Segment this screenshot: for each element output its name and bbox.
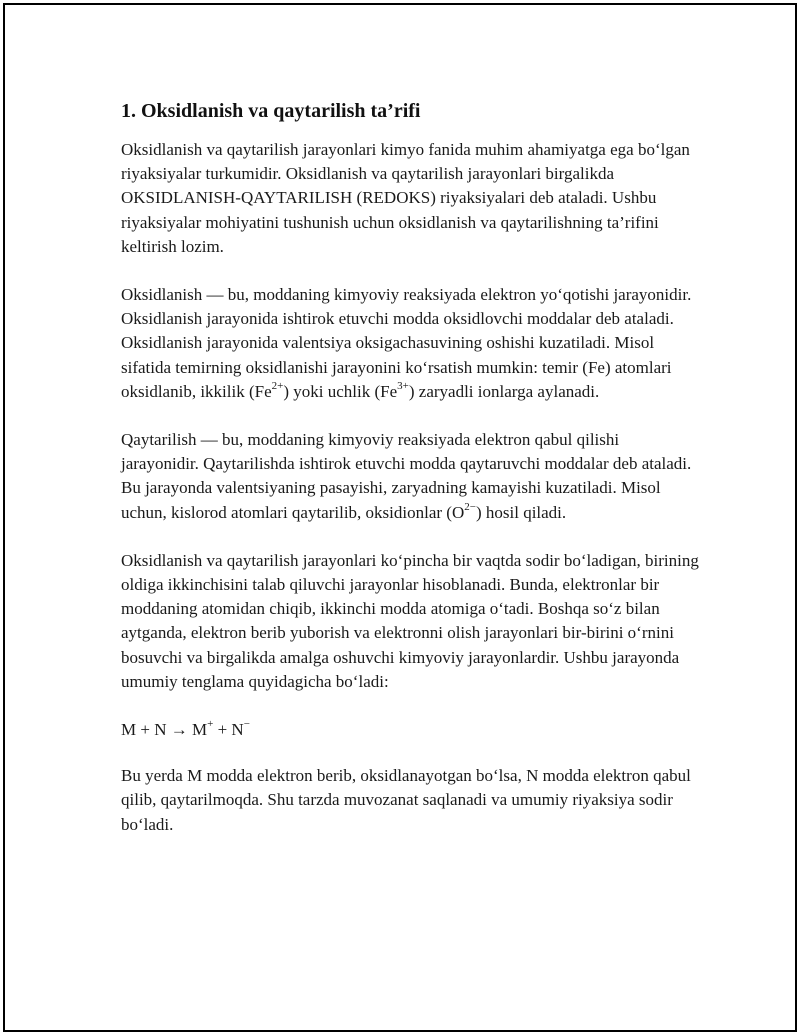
equation-text: + N	[213, 720, 244, 740]
document-body	[121, 97, 701, 861]
paragraph-text: Oksidlanish — bu, moddaning kimyoviy reaksiyada elektron yo‘qotishi jarayonidir. Oksidlanish jarayonida ishtirok etuvchi modda oksidlovchi moddalar deb ataladi. Oksidlanish jarayonida valentsiya oksigachasuvining oshishi kuzatiladi. Misol sifatida temirning oksidlanishi jarayonini ko‘rsatish mumkin: temir (Fe) atomlari oksidlanib, ikkilik (Fe	[121, 285, 692, 401]
equation-text: M + N → M	[121, 720, 208, 740]
charge-superscript: 2−	[464, 500, 476, 513]
paragraph-text: ) yoki uchlik (Fe	[283, 381, 398, 401]
charge-superscript: −	[243, 718, 250, 731]
paragraph-reduction	[121, 428, 701, 525]
paragraph-conclusion: Bu yerda M modda elektron berib, oksidlanayotgan bo‘lsa, N modda elektron qabul qilib, qaytarilmoqda. Shu tarzda muvozanat saqlanadi va umumiy riyaksiya sodir bo‘ladi.	[121, 766, 691, 834]
section-heading: 1. Oksidlanish va qaytarilish ta’rifi	[121, 100, 421, 122]
paragraph-text: ) zaryadli ionlarga aylanadi.	[408, 381, 600, 401]
charge-superscript: +	[207, 718, 214, 731]
paragraph-intro: Oksidlanish va qaytarilish jarayonlari kimyo fanida muhim ahamiyatga ega bo‘lgan riyaksiyalar turkumidir. Oksidlanish va qaytarilish jarayonlari birgalikda OKSIDLANISH-QAYTARILISH (REDOKS) riyaksiyalari deb ataladi. Ushbu riyaksiyalar mohiyatini tushunish uchun oksidlanish va qaytarilishning ta’rifini keltirish lozim.	[121, 140, 690, 256]
paragraph-combined: Oksidlanish va qaytarilish jarayonlari ko‘pincha bir vaqtda sodir bo‘ladigan, birining oldiga ikkinchisini talab qiluvchi jarayonlar hisoblanadi. Bunda, elektronlar bir moddaning atomidan chiqib, ikkinchi modda atomiga o‘tadi. Boshqa so‘z bilan aytganda, elektron berib yuborish va elektronni olish jarayonlari bir-birini o‘rnini bosuvchi va birgalikda amalga oshuvchi kimyoviy jarayonlardir. Ushbu jarayonda umumiy tenglama quyidagicha bo‘ladi:	[121, 550, 699, 691]
document-page	[3, 3, 797, 1032]
paragraph-text: Qaytarilish — bu, moddaning kimyoviy reaksiyada elektron qabul qilishi jarayonidir. Qaytarilishda ishtirok etuvchi modda qaytaruvchi moddalar deb ataladi. Bu jarayonda valentsiyaning pasayishi, zaryadning kamayishi kuzatiladi. Misol uchun, kislorod atomlari qaytarilib, oksidionlar (O	[121, 430, 692, 522]
equation	[121, 718, 701, 742]
charge-superscript: 2+	[271, 380, 284, 393]
paragraph-oxidation	[121, 283, 701, 404]
charge-superscript: 3+	[397, 380, 409, 393]
paragraph-text: ) hosil qiladi.	[475, 502, 567, 522]
